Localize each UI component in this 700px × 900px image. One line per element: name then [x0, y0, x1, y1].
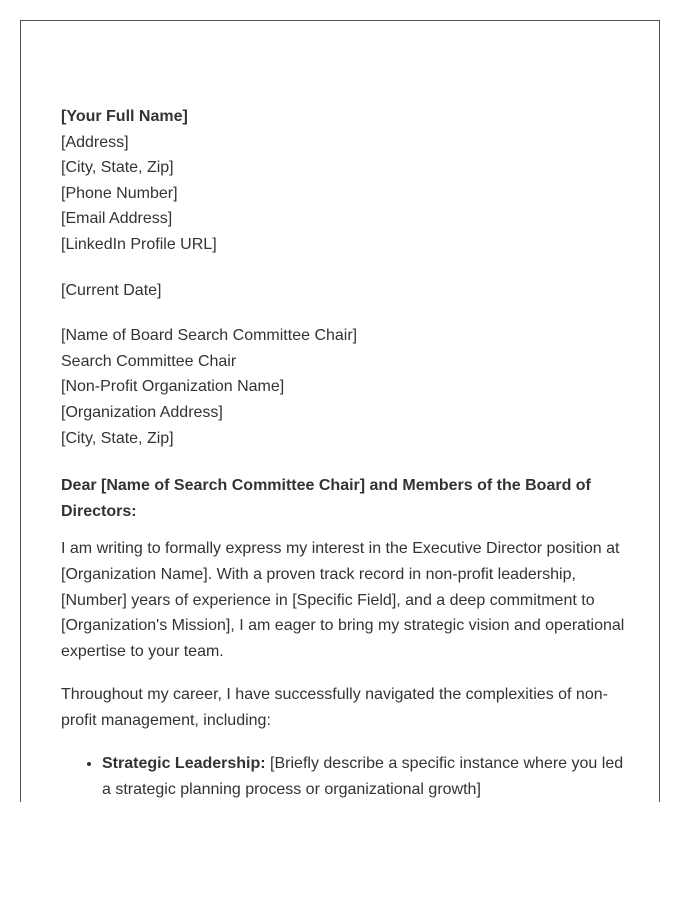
recipient-organization: [Non-Profit Organization Name]	[61, 378, 285, 396]
letter-page	[20, 20, 660, 802]
letter-content	[61, 104, 626, 802]
letter-date	[61, 278, 626, 304]
recipient-city-state-zip: [City, State, Zip]	[61, 429, 174, 447]
sender-city-state-zip: [City, State, Zip]	[61, 159, 174, 177]
recipient-address: [Organization Address]	[61, 403, 223, 421]
salutation: Dear [Name of Search Committee Chair] and Members of the Board of Directors:	[61, 477, 591, 520]
recipient-name: [Name of Board Search Committee Chair]	[61, 327, 358, 345]
bullet-label: Strategic Leadership:	[102, 755, 266, 773]
sender-block	[61, 104, 626, 258]
recipient-title: Search Committee Chair	[61, 352, 237, 370]
body-paragraph-1: I am writing to formally express my interest in the Executive Director position at [Organization Name]. With a proven track record in non-profit leadership, [Number] years of experience in [Specific Field], and a deep commitment to [Organization's Mission], I am eager to bring my strategic vision and operational expertise to your team.	[61, 540, 625, 660]
sender-email: [Email Address]	[61, 210, 173, 228]
sender-address: [Address]	[61, 133, 129, 151]
bullet-text: [Briefly describe a specific instance where you led a strategic planning process or organizational growth]	[102, 755, 624, 799]
list-item	[102, 751, 626, 802]
sender-name: [Your Full Name]	[61, 108, 188, 125]
date-text: [Current Date]	[61, 281, 162, 299]
body-paragraph-2: Throughout my career, I have successfully navigated the complexities of non-profit management, including:	[61, 686, 608, 729]
sender-phone: [Phone Number]	[61, 184, 178, 202]
sender-linkedin: [LinkedIn Profile URL]	[61, 235, 217, 253]
achievements-list	[61, 751, 626, 802]
recipient-block	[61, 323, 626, 451]
